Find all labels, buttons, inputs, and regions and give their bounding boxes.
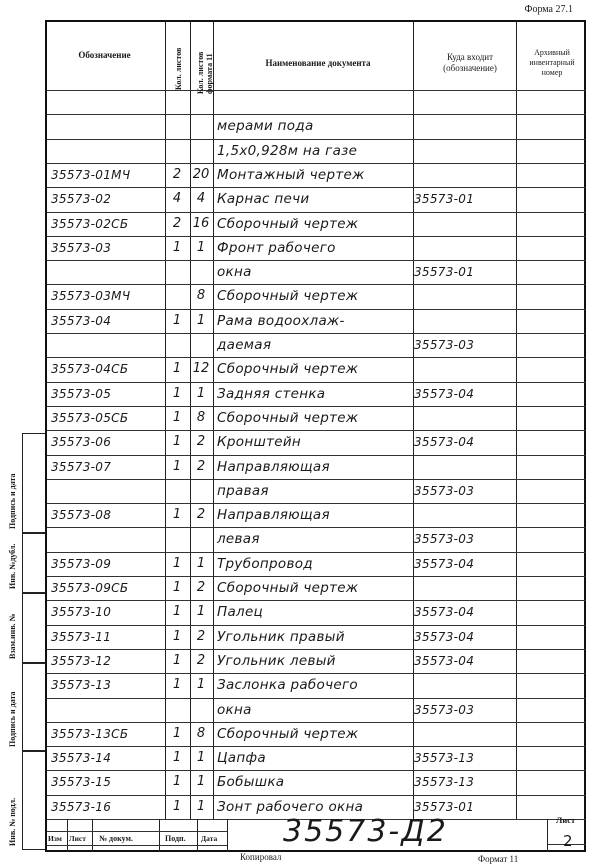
row-sheets-f11: 16 xyxy=(192,215,210,231)
row-where: 35573-03 xyxy=(414,532,475,547)
row-where: 35573-04 xyxy=(414,605,475,620)
grid-hline xyxy=(47,430,586,431)
row-sheets: 1 xyxy=(172,385,182,401)
grid-hline xyxy=(47,649,586,650)
row-sheets: 1 xyxy=(172,750,182,766)
row-designation: 35573-10 xyxy=(51,605,112,620)
row-designation: 35573-04 xyxy=(51,313,112,328)
grid-vline xyxy=(165,22,166,819)
row-doc-name: окна xyxy=(217,264,252,281)
row-doc-name: Зонт рабочего окна xyxy=(217,798,364,815)
row-sheets-f11: 2 xyxy=(196,458,206,474)
side-box xyxy=(22,433,45,533)
row-designation: 35573-02СБ xyxy=(51,216,129,231)
row-doc-name: правая xyxy=(217,482,269,499)
row-sheets: 1 xyxy=(172,774,182,790)
row-sheets-f11: 1 xyxy=(196,239,206,255)
side-box xyxy=(22,663,45,751)
stamp-col-sign: Подп. xyxy=(165,834,186,843)
grid-hline xyxy=(47,722,586,723)
row-doc-name: окна xyxy=(217,701,252,718)
row-designation: 35573-09 xyxy=(51,556,112,571)
grid-vline xyxy=(227,819,228,852)
row-doc-name: Сборочный чертеж xyxy=(217,409,359,426)
row-sheets: 1 xyxy=(172,677,182,693)
row-designation: 35573-16 xyxy=(51,799,112,814)
grid-hline xyxy=(47,479,586,480)
row-sheets: 1 xyxy=(172,458,182,474)
row-sheets-f11: 20 xyxy=(192,166,210,182)
row-designation: 35573-15 xyxy=(51,775,112,790)
row-sheets: 1 xyxy=(172,507,182,523)
side-box xyxy=(22,533,45,593)
header-where: Куда входит (обозначение) xyxy=(443,52,497,73)
row-where: 35573-03 xyxy=(414,483,475,498)
grid-hline xyxy=(47,90,586,91)
row-doc-name: Трубопровод xyxy=(217,555,313,572)
stamp-col-doc: № докум. xyxy=(99,834,133,843)
row-sheets-f11: 1 xyxy=(196,312,206,328)
grid-hline xyxy=(47,845,227,846)
grid-hline xyxy=(47,139,586,140)
grid-hline xyxy=(47,260,586,261)
grid-hline xyxy=(47,309,586,310)
row-designation: 35573-01МЧ xyxy=(51,167,131,182)
row-sheets-f11: 4 xyxy=(196,191,206,207)
grid-hline xyxy=(47,163,586,164)
row-designation: 35573-05СБ xyxy=(51,410,129,425)
row-sheets-f11: 1 xyxy=(196,750,206,766)
grid-hline xyxy=(47,600,586,601)
row-sheets: 2 xyxy=(172,166,182,182)
grid-vline xyxy=(547,819,548,852)
row-designation: 35573-14 xyxy=(51,751,112,766)
row-designation: 35573-07 xyxy=(51,459,112,474)
row-doc-name: мерами пода xyxy=(217,118,314,135)
row-sheets: 1 xyxy=(172,652,182,668)
grid-hline xyxy=(47,503,586,504)
side-label: Инв. № подл. xyxy=(8,797,17,846)
row-doc-name: Угольник правый xyxy=(217,628,345,645)
row-where: 35573-13 xyxy=(414,775,475,790)
row-where: 35573-04 xyxy=(414,386,475,401)
row-sheets: 1 xyxy=(172,239,182,255)
row-doc-name: даемая xyxy=(217,337,272,353)
row-designation: 35573-02 xyxy=(51,192,112,207)
row-doc-name: Направляющая xyxy=(217,458,330,475)
header-sheets: Кол. листов xyxy=(174,47,183,90)
row-doc-name: Угольник левый xyxy=(217,652,336,669)
header-designation: Обозначение xyxy=(78,50,131,60)
grid-hline xyxy=(47,212,586,213)
form-number-label: Форма 27.1 xyxy=(524,4,573,15)
row-sheets: 1 xyxy=(172,628,182,644)
row-sheets-f11: 2 xyxy=(196,628,206,644)
grid-vline xyxy=(213,22,214,819)
grid-hline xyxy=(47,284,586,285)
row-where: 35573-01 xyxy=(414,265,475,280)
grid-hline xyxy=(47,406,586,407)
grid-hline xyxy=(47,527,586,528)
row-designation: 35573-05 xyxy=(51,386,112,401)
grid-hline xyxy=(47,333,586,334)
row-sheets-f11: 8 xyxy=(196,409,206,425)
row-doc-name: Бобышка xyxy=(217,774,285,791)
row-designation: 35573-04СБ xyxy=(51,362,129,377)
row-sheets: 1 xyxy=(172,580,182,595)
grid-hline xyxy=(47,625,586,626)
row-doc-name: Цапфа xyxy=(217,750,266,767)
row-doc-name: левая xyxy=(217,531,260,548)
row-designation: 35573-09СБ xyxy=(51,581,129,595)
header-doc-name: Наименование документа xyxy=(265,58,371,68)
row-sheets-f11: 2 xyxy=(196,434,206,450)
row-doc-name: Сборочный чертеж xyxy=(217,215,359,232)
grid-hline xyxy=(47,382,586,383)
row-doc-name: Заслонка рабочего xyxy=(217,677,358,694)
row-sheets: 1 xyxy=(172,604,182,620)
grid-vline xyxy=(413,22,414,819)
grid-vline xyxy=(159,819,160,852)
row-sheets: 1 xyxy=(172,409,182,425)
stamp-col-list: Лист xyxy=(69,834,86,843)
row-sheets-f11: 2 xyxy=(196,580,206,595)
row-doc-name: Кронштейн xyxy=(217,434,302,451)
grid-hline xyxy=(47,698,586,699)
row-doc-name: Фронт рабочего xyxy=(217,239,336,256)
row-doc-name: Сборочный чертеж xyxy=(217,725,359,742)
grid-vline xyxy=(516,22,517,819)
row-designation: 35573-12 xyxy=(51,653,112,668)
grid-hline xyxy=(47,114,586,115)
row-sheets-f11: 1 xyxy=(196,385,206,401)
grid-hline xyxy=(47,236,586,237)
row-where: 35573-04 xyxy=(414,653,475,668)
document-sheet xyxy=(45,20,586,852)
footer-format: Формат 11 xyxy=(478,854,519,864)
stamp-col-izm: Изм xyxy=(48,834,62,843)
grid-hline xyxy=(47,187,586,188)
side-box xyxy=(22,751,45,850)
row-designation: 35573-03МЧ xyxy=(51,289,131,304)
row-where: 35573-04 xyxy=(414,629,475,644)
row-sheets-f11: 12 xyxy=(192,361,210,377)
row-doc-name: Карнас печи xyxy=(217,191,310,208)
row-designation: 35573-06 xyxy=(51,435,112,450)
sheet-number: 2 xyxy=(563,832,573,850)
footer-copied: Копировал xyxy=(240,852,282,862)
row-sheets-f11: 2 xyxy=(196,652,206,668)
row-doc-name: 1,5x0,928м на газе xyxy=(217,142,358,159)
row-sheets-f11: 8 xyxy=(196,288,206,304)
row-sheets-f11: 1 xyxy=(196,774,206,790)
row-sheets: 1 xyxy=(172,798,182,814)
row-sheets-f11: 1 xyxy=(196,798,206,814)
document-code: 35573-Д2 xyxy=(283,814,448,849)
row-sheets: 1 xyxy=(172,725,182,741)
side-label: Инв. №дубл. xyxy=(8,543,17,589)
grid-hline xyxy=(47,552,586,553)
row-where: 35573-04 xyxy=(414,435,475,450)
side-box xyxy=(22,593,45,663)
side-label: Взам.инв. № xyxy=(8,613,17,659)
grid-vline xyxy=(67,819,68,852)
grid-hline xyxy=(47,673,586,674)
row-designation: 35573-13 xyxy=(51,678,112,693)
stamp-col-date: Дата xyxy=(201,834,218,843)
row-designation: 35573-11 xyxy=(51,629,112,644)
grid-hline xyxy=(47,795,586,796)
row-sheets: 1 xyxy=(172,312,182,328)
row-doc-name: Задняя стенка xyxy=(217,385,326,402)
row-sheets: 1 xyxy=(172,361,182,377)
row-sheets-f11: 2 xyxy=(196,507,206,523)
grid-vline xyxy=(197,819,198,852)
grid-vline xyxy=(92,819,93,852)
row-sheets: 1 xyxy=(172,434,182,450)
row-doc-name: Монтажный чертеж xyxy=(217,166,365,183)
row-where: 35573-01 xyxy=(414,192,475,207)
row-doc-name: Сборочный чертеж xyxy=(217,580,359,596)
grid-hline xyxy=(47,455,586,456)
row-doc-name: Сборочный чертеж xyxy=(217,288,359,305)
row-sheets-f11: 1 xyxy=(196,677,206,693)
grid-hline xyxy=(47,746,586,747)
row-where: 35573-13 xyxy=(414,751,475,766)
row-doc-name: Палец xyxy=(217,604,264,621)
row-sheets-f11: 1 xyxy=(196,555,206,571)
row-where: 35573-03 xyxy=(414,338,475,352)
side-label: Подпись и дата xyxy=(8,473,17,529)
grid-hline xyxy=(47,831,227,832)
row-doc-name: Рама водоохлаж- xyxy=(217,312,345,329)
header-archive: Архивный инвентарный номер xyxy=(529,48,575,77)
grid-hline xyxy=(47,770,586,771)
side-label: Подпись и дата xyxy=(8,691,17,747)
row-sheets: 4 xyxy=(172,191,182,207)
row-designation: 35573-13СБ xyxy=(51,726,129,741)
row-where: 35573-03 xyxy=(414,702,475,717)
grid-hline xyxy=(47,576,586,577)
header-sheets-f11: Кол. листов формата 11 xyxy=(196,51,214,94)
row-doc-name: Сборочный чертеж xyxy=(217,361,359,378)
row-sheets-f11: 1 xyxy=(196,604,206,620)
row-sheets: 1 xyxy=(172,555,182,571)
row-sheets: 2 xyxy=(172,215,182,231)
row-designation: 35573-08 xyxy=(51,508,112,523)
row-where: 35573-04 xyxy=(414,556,475,571)
grid-hline xyxy=(47,357,586,358)
row-where: 35573-01 xyxy=(414,799,475,814)
sheet-label: Лист xyxy=(556,815,576,825)
row-designation: 35573-03 xyxy=(51,240,112,255)
row-doc-name: Направляющая xyxy=(217,507,330,524)
row-sheets-f11: 8 xyxy=(196,725,206,741)
